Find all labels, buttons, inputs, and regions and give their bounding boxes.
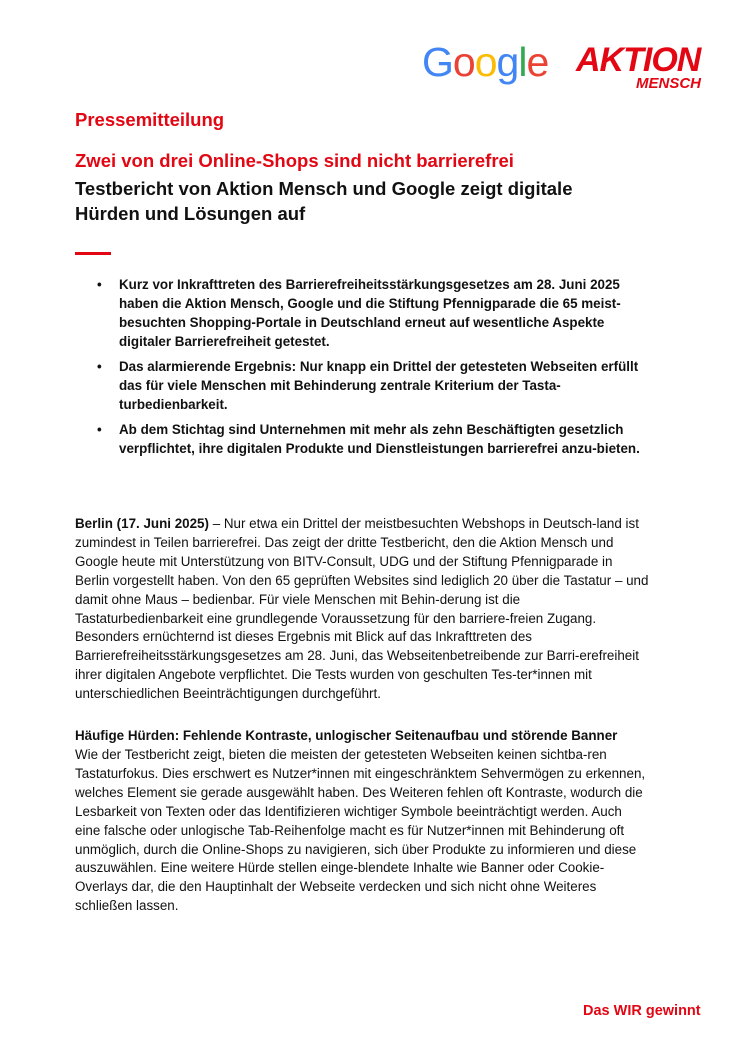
aktion-logo-sub: MENSCH (636, 75, 702, 92)
bullet-item: • Ab dem Stichtag sind Unternehmen mit mehr als zehn Beschäftigten gesetzlich verpflichtet, ihre digitalen Produkte und Dienstleistungen barrierefrei anzu-bieten. (97, 420, 657, 458)
aktion-mensch-logo (576, 43, 711, 95)
bullet-item: • Das alarmierende Ergebnis: Nur knapp ein Drittel der getesteten Webseiten erfüllt das für viele Menschen mit Behinderung zentrale Kriterium der Tasta-turbedienbarkeit. (97, 357, 657, 414)
section-paragraph: Wie der Testbericht zeigt, bieten die meisten der getesteten Webseiten keinen sichtba-ren Tastaturfokus. Dies erschwert es Nutzer*innen mit eingeschränktem Sehvermögen zu erkennen, welches Element sie gerade ausgewählt haben. Des Weiteren fehlen oft Kontraste, wodurch die Lesbarkeit von Texten oder das Identifizieren wichtiger Symbole beeinträchtigt werden. Auch eine falsche oder unlogische Tab-Reihenfolge macht es für Nutzer*innen mit Behinderung oft unmöglich, durch die Online-Shops zu navigieren, sich über Produkte zu informieren und diese auszuwählen. Eine weitere Hürde stellen einge-blendete Inhalte wie Banner oder Cookie-Overlays dar, die den Hauptinhalt der Webseite verdecken und sich nicht ohne Weiteres schließen lassen. (75, 747, 646, 914)
summary-bullets (97, 275, 657, 464)
footer-slogan: Das WIR gewinnt (583, 1003, 701, 1019)
headline: Zwei von drei Online-Shops sind nicht barrierefrei (75, 150, 514, 171)
dateline: Berlin (17. Juni 2025) (75, 516, 209, 531)
section-heading: Häufige Hürden: Fehlende Kontraste, unlogischer Seitenaufbau und störende Banner (75, 728, 618, 743)
subheadline: Testbericht von Aktion Mensch und Google zeigt digitale Hürden und Lösungen auf (75, 178, 573, 224)
bullet-item: • Kurz vor Inkrafttreten des Barrierefreiheitsstärkungsgesetzes am 28. Juni 2025 haben die Aktion Mensch, Google und die Stiftung Pfennigparade die 65 meist-besuchten Shopping-Portale in Deutschland erneut auf wesentliche Aspekte digitaler Barrierefreiheit getestet. (97, 275, 657, 351)
red-divider (75, 252, 111, 255)
document-label: Pressemitteilung (75, 109, 225, 130)
intro-paragraph (75, 515, 650, 704)
intro-text: – Nur etwa ein Drittel der meistbesuchten Webshops in Deutsch-land ist zumindest in Teilen barrierefrei. Das zeigt der dritte Testbericht, den die Aktion Mensch und Google heute mit Unterstützung von BITV-Consult, UDG und der Stiftung Pfennigparade in Berlin vorgestellt haben. Von den 65 geprüften Websites sind lediglich 20 über die Tastatur – und damit ohne Maus – bedienbar. Für viele Menschen mit Behin-derung ist die Tastaturbedienbarkeit eine grundlegende Voraussetzung für den barriere-freien Zugang. Besonders ernüchternd ist dieses Ergebnis mit Blick auf das Inkrafttreten des Barrierefreiheitsstärkungsgesetzes am 28. Juni, das Webseitenbetreibende zur Barri-erefreiheit ihrer digitalen Angebote verpflichtet. Die Tests wurden von geschulten Tes-ter*innen mit unterschiedlichen Beeinträchtigungen durchgeführt. (75, 516, 649, 702)
aktion-logo-word: AKTION (576, 41, 701, 79)
google-logo: Google (422, 39, 549, 85)
